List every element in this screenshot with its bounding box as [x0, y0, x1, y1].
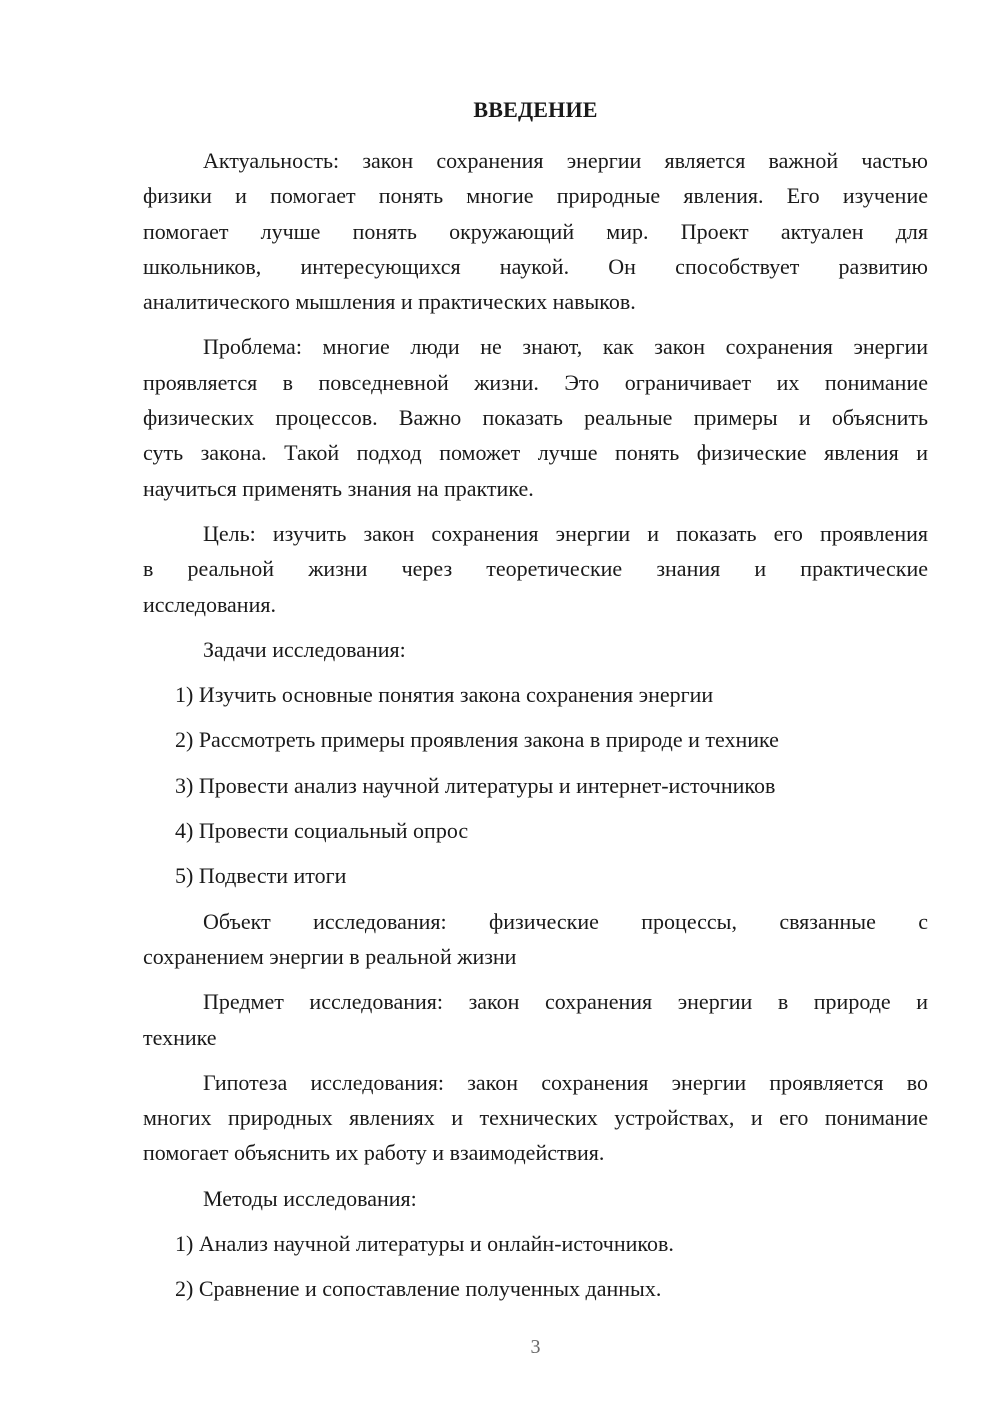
paragraph-line: Цель: изучить закон сохранения энергии и показать его проявления	[203, 520, 928, 546]
document-page	[143, 0, 928, 1414]
task-item: 3) Провести анализ научной литературы и интернет-источников	[175, 772, 776, 798]
paragraph-line: Объект исследования: физические процессы, связанные с	[203, 908, 928, 934]
paragraph-line: Предмет исследования: закон сохранения энергии в природе и	[203, 989, 928, 1015]
subject-paragraph	[143, 984, 928, 1055]
paragraph-line: научиться применять знания на практике.	[143, 475, 534, 501]
method-item: 2) Сравнение и сопоставление полученных данных.	[175, 1276, 662, 1302]
paragraph-line: школьников, интересующихся наукой. Он способствует развитию	[143, 253, 928, 279]
page-number: 3	[530, 1336, 541, 1358]
paragraph-line: в реальной жизни через теоретические знания и практические	[143, 556, 928, 582]
task-item: 2) Рассмотреть примеры проявления закона в природе и технике	[175, 727, 779, 753]
hypothesis-paragraph	[143, 1065, 928, 1171]
paragraph-line: помогает лучше понять окружающий мир. Проект актуален для	[143, 218, 928, 244]
paragraph-line: физических процессов. Важно показать реальные примеры и объяснить	[143, 405, 928, 431]
task-item: 5) Подвести итоги	[175, 863, 347, 889]
methods-heading: Методы исследования:	[203, 1185, 417, 1211]
section-body	[143, 143, 928, 1317]
tasks-heading: Задачи исследования:	[203, 636, 406, 662]
paragraph-line: исследования.	[143, 591, 276, 617]
paragraph-line: многих природных явлениях и технических устройствах, и его понимание	[143, 1105, 928, 1131]
paragraph-line: Проблема: многие люди не знают, как закон сохранения энергии	[203, 334, 928, 360]
paragraph-line: технике	[143, 1024, 217, 1050]
goal-paragraph	[143, 516, 928, 622]
method-item: 1) Анализ научной литературы и онлайн-источников.	[175, 1231, 674, 1257]
task-item: 4) Провести социальный опрос	[175, 818, 469, 844]
relevance-paragraph	[143, 143, 928, 319]
object-paragraph	[143, 904, 928, 975]
problem-paragraph	[143, 329, 928, 505]
paragraph-line: физики и помогает понять многие природные явления. Его изучение	[143, 183, 928, 209]
paragraph-line: помогает объяснить их работу и взаимодействия.	[143, 1140, 605, 1166]
section-title: ВВЕДЕНИЕ	[473, 97, 598, 122]
paragraph-line: суть закона. Такой подход поможет лучше понять физические явления и	[143, 440, 928, 466]
paragraph-line: сохранением энергии в реальной жизни	[143, 943, 517, 969]
paragraph-line: проявляется в повседневной жизни. Это ограничивает их понимание	[143, 369, 928, 395]
task-item: 1) Изучить основные понятия закона сохранения энергии	[175, 682, 714, 708]
paragraph-line: аналитического мышления и практических навыков.	[143, 289, 636, 315]
paragraph-line: Гипотеза исследования: закон сохранения энергии проявляется во	[203, 1069, 928, 1095]
paragraph-line: Актуальность: закон сохранения энергии является важной частью	[203, 148, 928, 173]
